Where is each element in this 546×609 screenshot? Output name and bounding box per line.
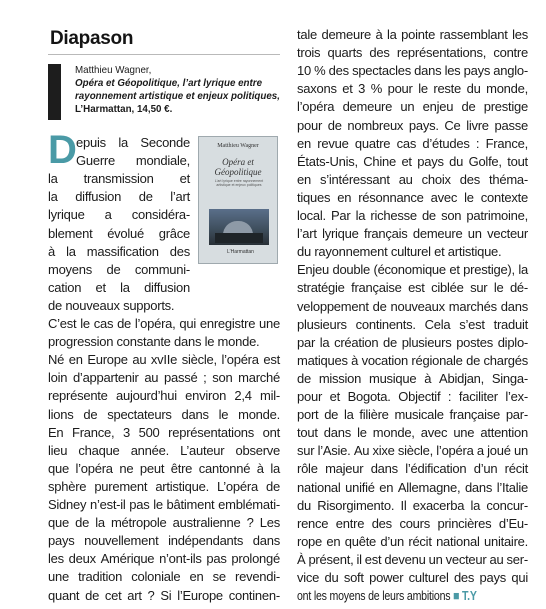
book-cover-title-line: Géopolitique xyxy=(214,167,262,177)
article-line: pour de nombreux pays. Ce livre passe xyxy=(297,117,528,133)
article-line: loin d’appartenir au passé ; son marché xyxy=(48,370,280,386)
article-line: lieu chaque année. L’auteur observe xyxy=(48,442,280,458)
book-cover-image xyxy=(198,136,278,264)
article-line: À présent, il est devenu un vecteur au ser- xyxy=(297,551,528,567)
article-line: que l’opéra ne peut être cantonné à la xyxy=(48,460,280,476)
book-cover-publisher: L’Harmattan xyxy=(227,249,254,255)
article-line: tale demeure à la pointe rassemblant les xyxy=(297,27,528,42)
article-line: ont les moyens de leurs ambitions ■ T.Y xyxy=(297,588,477,604)
article-line: la transmission et xyxy=(48,171,190,187)
article-line: quant de cet art ? Si l’Europe continen- xyxy=(48,587,280,603)
opera-base-shape xyxy=(215,233,263,243)
article-line: saxons et 3 % pour le reste du monde, xyxy=(297,81,528,97)
article-line: lyrique a considéra- xyxy=(48,207,190,223)
article-line: Guerre mondiale, xyxy=(76,153,190,169)
article-line: par la création de plusieurs postes diplo- xyxy=(297,334,528,350)
article-line: rope en quête d’un récit national unitaire. xyxy=(297,533,528,549)
article-line: local. Par la richesse de son patrimoine, xyxy=(297,208,528,223)
book-cover-subtitle: L’art lyrique entre rayonnement artistique et enjeux politiques xyxy=(214,179,264,187)
reference-title-line: rayonnement artistique et enjeux politiques, xyxy=(75,90,280,102)
reference-bar xyxy=(48,64,61,120)
article-line: epuis la Seconde xyxy=(76,135,190,150)
article-line: représente aujourd’hui environ 2,4 mil- xyxy=(48,388,280,404)
book-cover-title xyxy=(199,157,277,177)
article-line: Sidney n’est-il pas le bâtiment emblémati- xyxy=(48,497,280,512)
article-line: la diffusion de l’art xyxy=(48,189,190,205)
article-line: sphère purement artistique. L’opéra de xyxy=(48,478,280,494)
book-cover-title-line: Opéra et xyxy=(222,157,254,167)
article-line: matiques à vocation régionale de chargés xyxy=(297,352,528,368)
title-divider xyxy=(48,54,280,55)
article-line: veloppement de nouveaux marchés dans xyxy=(297,298,528,314)
article-line: national unifié en Allemagne, dans l’Italie xyxy=(297,479,528,495)
article-line: trois quarts des représentations, contre xyxy=(297,45,528,61)
article-line: rence entre des cours princières d’Eu- xyxy=(297,515,528,531)
book-reference xyxy=(48,64,280,120)
article-line: en s’intéressant au choix des théma- xyxy=(297,171,528,187)
article-line: blement évolué grâce xyxy=(48,225,190,241)
article-line: de nouveaux supports. xyxy=(48,297,175,313)
article-line: 10 % des spectacles dans les pays anglo- xyxy=(297,63,528,79)
reference-author: Matthieu Wagner, xyxy=(75,64,152,76)
article-line: progression constante dans le monde. xyxy=(48,334,260,350)
article-line: pays nouvellement indépendants dans xyxy=(48,533,280,549)
article-line: En France, 3 500 représentations ont xyxy=(48,424,280,440)
article-line: pour et Bogota. Objectif : faciliter l’ex- xyxy=(297,389,528,404)
article-line: C’est le cas de l’opéra, qui enregistre une xyxy=(48,316,280,331)
article-line: les deux Amérique n’ont-ils pas prolongé xyxy=(48,551,280,567)
article-line: stratégie française est ciblée sur le dé- xyxy=(297,280,528,296)
article-line: en revue quatre cas d’études : France, xyxy=(297,135,528,151)
article-line: du Risorgimento. Il exacerba la concur- xyxy=(297,497,528,513)
end-mark: ■ T.Y xyxy=(450,588,477,604)
article-line: tiques en résonnance avec le contexte xyxy=(297,189,528,205)
article-line: rôle majeur dans l’édification d’un récit xyxy=(297,461,528,477)
article-line: États-Unis, Chine et pays du Golfe, tout xyxy=(297,153,528,169)
article-line: que de la métropole australienne ? Les xyxy=(48,515,280,531)
reference-title-line: Opéra et Géopolitique, l’art lyrique entre xyxy=(75,77,263,89)
article-line: tout dans le monde, avec une attention xyxy=(297,425,528,441)
article-line: Enjeu double (économique et prestige), la xyxy=(297,262,528,278)
reference-publisher-price: L’Harmattan, 14,50 €. xyxy=(75,103,173,115)
article-line: plusieurs continents. Cela s’est traduit xyxy=(297,316,528,332)
book-cover-author: Matthieu Wagner xyxy=(217,143,259,149)
article-line: lions de spectateurs dans le monde. xyxy=(48,406,280,422)
article-line: de mission musique à Abidjan, Singa- xyxy=(297,370,528,386)
dropcap xyxy=(48,128,77,172)
book-cover-photo xyxy=(209,209,269,245)
article-line: l’opéra demeure un enjeu de prestige xyxy=(297,99,528,115)
article-line: sur l’Asie. Au xixe siècle, l’opéra a joué un xyxy=(297,443,528,459)
article-line: du rayonnement culturel et artistique. xyxy=(297,244,502,260)
article-line: l’art lyrique français demeure un vecteur xyxy=(297,226,528,242)
article-line: port de la filière musicale française par- xyxy=(297,407,528,423)
article-line: Né en Europe au xvIIe siècle, l’opéra est xyxy=(48,352,280,368)
article-line: cation et la diffusion xyxy=(48,279,190,295)
article-line: à la massification des xyxy=(48,243,190,259)
article-line: vice du soft power culturel des pays qui xyxy=(297,570,528,585)
section-title: Diapason xyxy=(50,28,134,49)
article-line: moyens de communi- xyxy=(48,261,190,277)
dropcap-letter: D xyxy=(48,128,77,172)
reference-text xyxy=(75,64,280,116)
article-line: une tradition coloniale en se revendi- xyxy=(48,569,280,585)
